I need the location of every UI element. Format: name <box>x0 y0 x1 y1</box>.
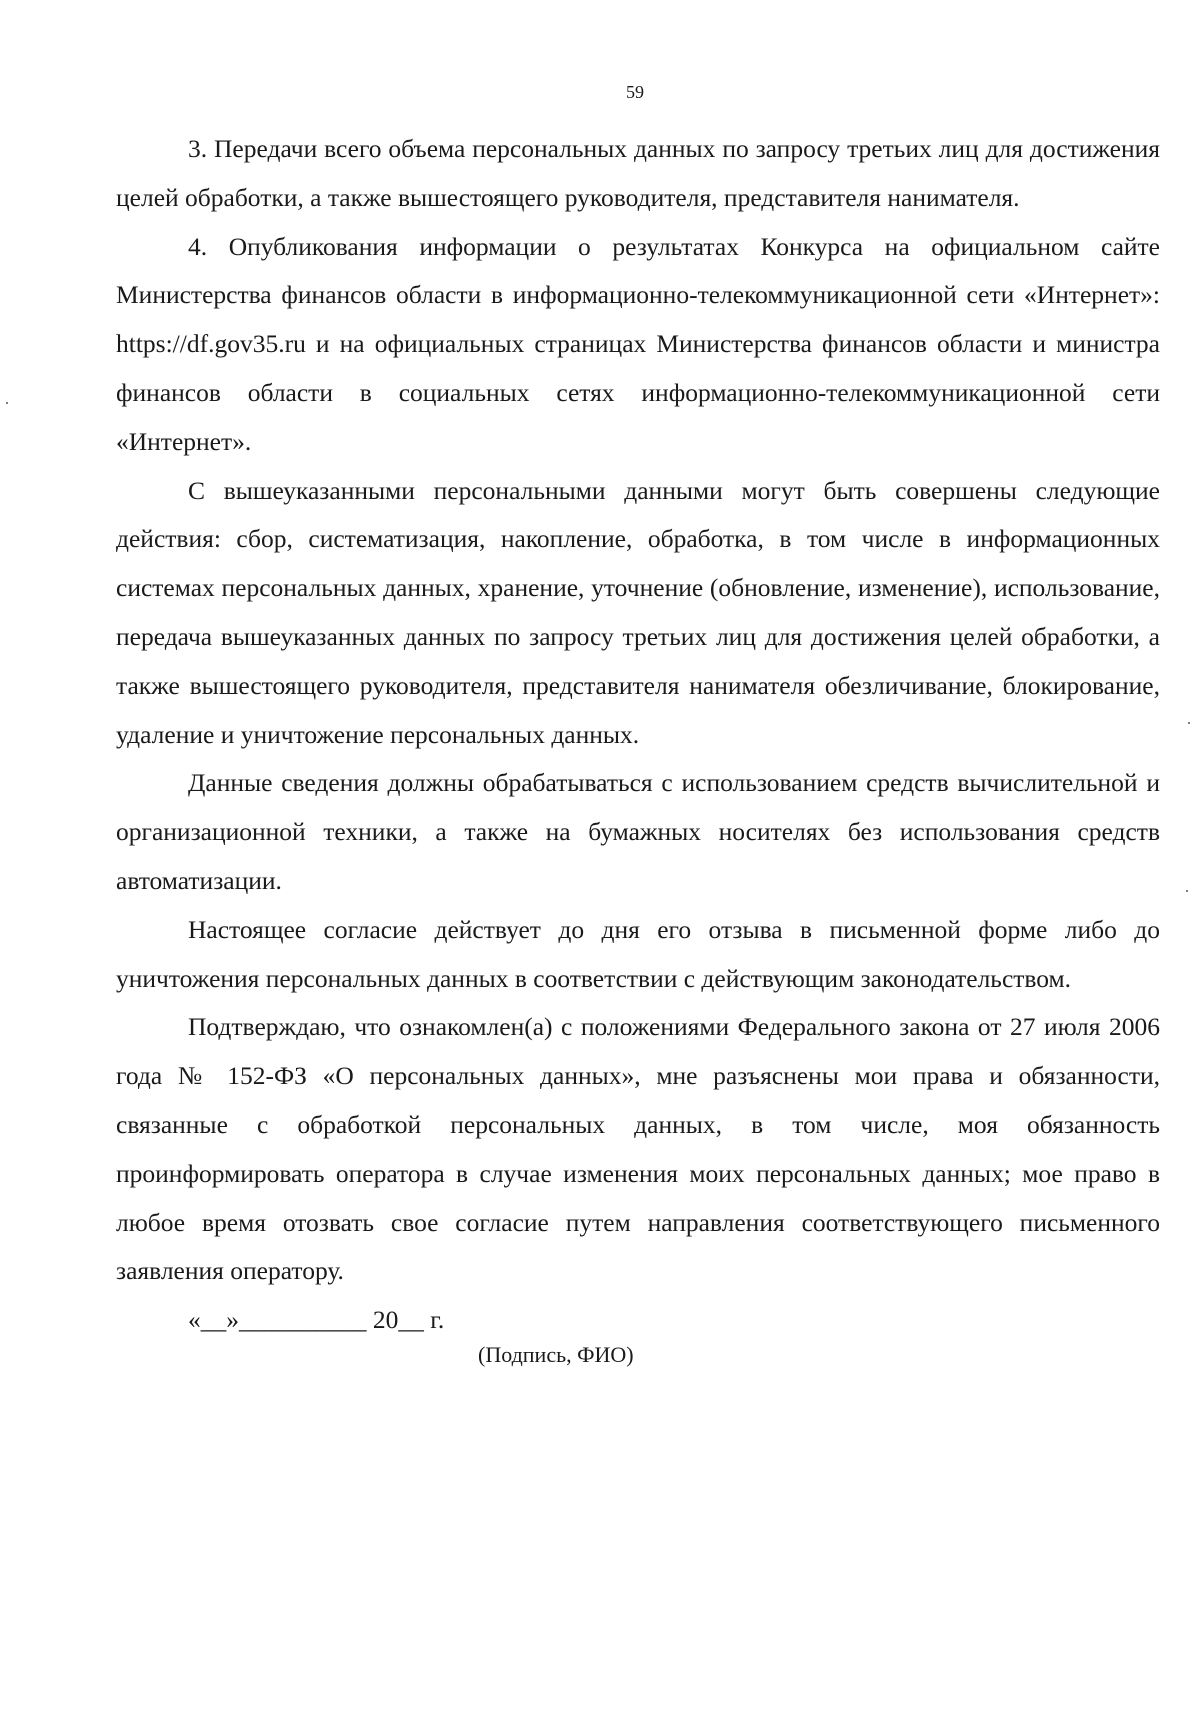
paragraph-consent-validity: Настоящее согласие действует до дня его отзыва в письменной форме либо до уничтожения персональных данных в соответствии с действующим законодательством. <box>116 914 1160 993</box>
page-number: 59 <box>626 82 644 102</box>
scan-speck <box>1186 890 1188 892</box>
paragraph-actions: С вышеуказанными персональными данными могут быть совершены следующие действия: сбор, систематизация, накопление, обработка, в том числе в информационных системах персональных данных, хранение, уточнение (обновление, изменение), использование, передача вышеуказанных данных по запросу третьих лиц для достижения целей обработки, а также вышестоящего руководителя, представителя нанимателя обезличивание, блокирование, удаление и уничтожение персональных данных. <box>116 475 1160 749</box>
paragraph-processing-means: Данные сведения должны обрабатываться с использованием средств вычислительной и организационной техники, а также на бумажных носителях без использования средств автоматизации. <box>116 768 1160 895</box>
scan-speck <box>6 402 8 404</box>
scan-speck <box>1188 722 1190 724</box>
paragraph-item-4: 4. Опубликования информации о результатах Конкурса на официальном сайте Министерства финансов области в информационно-телекоммуникационной сети «Интернет»: https://df.gov35.ru и на официальных страницах Министерства финансов области и министра финансов области в социальных сетях информационно-телекоммуникационной сети «Интернет». <box>116 231 1160 456</box>
signature-caption: (Подпись, ФИО) <box>478 1341 634 1367</box>
document-body <box>116 125 1160 1373</box>
paragraph-item-3: 3. Передачи всего объема персональных данных по запросу третьих лиц для достижения целей обработки, а также вышестоящего руководителя, представителя нанимателя. <box>116 134 1160 212</box>
date-line: «__»__________ 20__ г. <box>188 1305 445 1335</box>
paragraph-acknowledgement: Подтверждаю, что ознакомлен(а) с положениями Федерального закона от 27 июля 2006 года № 152-ФЗ «О персональных данных», мне разъяснены мои права и обязанности, связанные с обработкой персональных данных, в том числе, моя обязанность проинформировать оператора в случае изменения моих персональных данных; мое право в любое время отозвать свое согласие путем направления соответствующего письменного заявления оператору. <box>116 1012 1160 1286</box>
